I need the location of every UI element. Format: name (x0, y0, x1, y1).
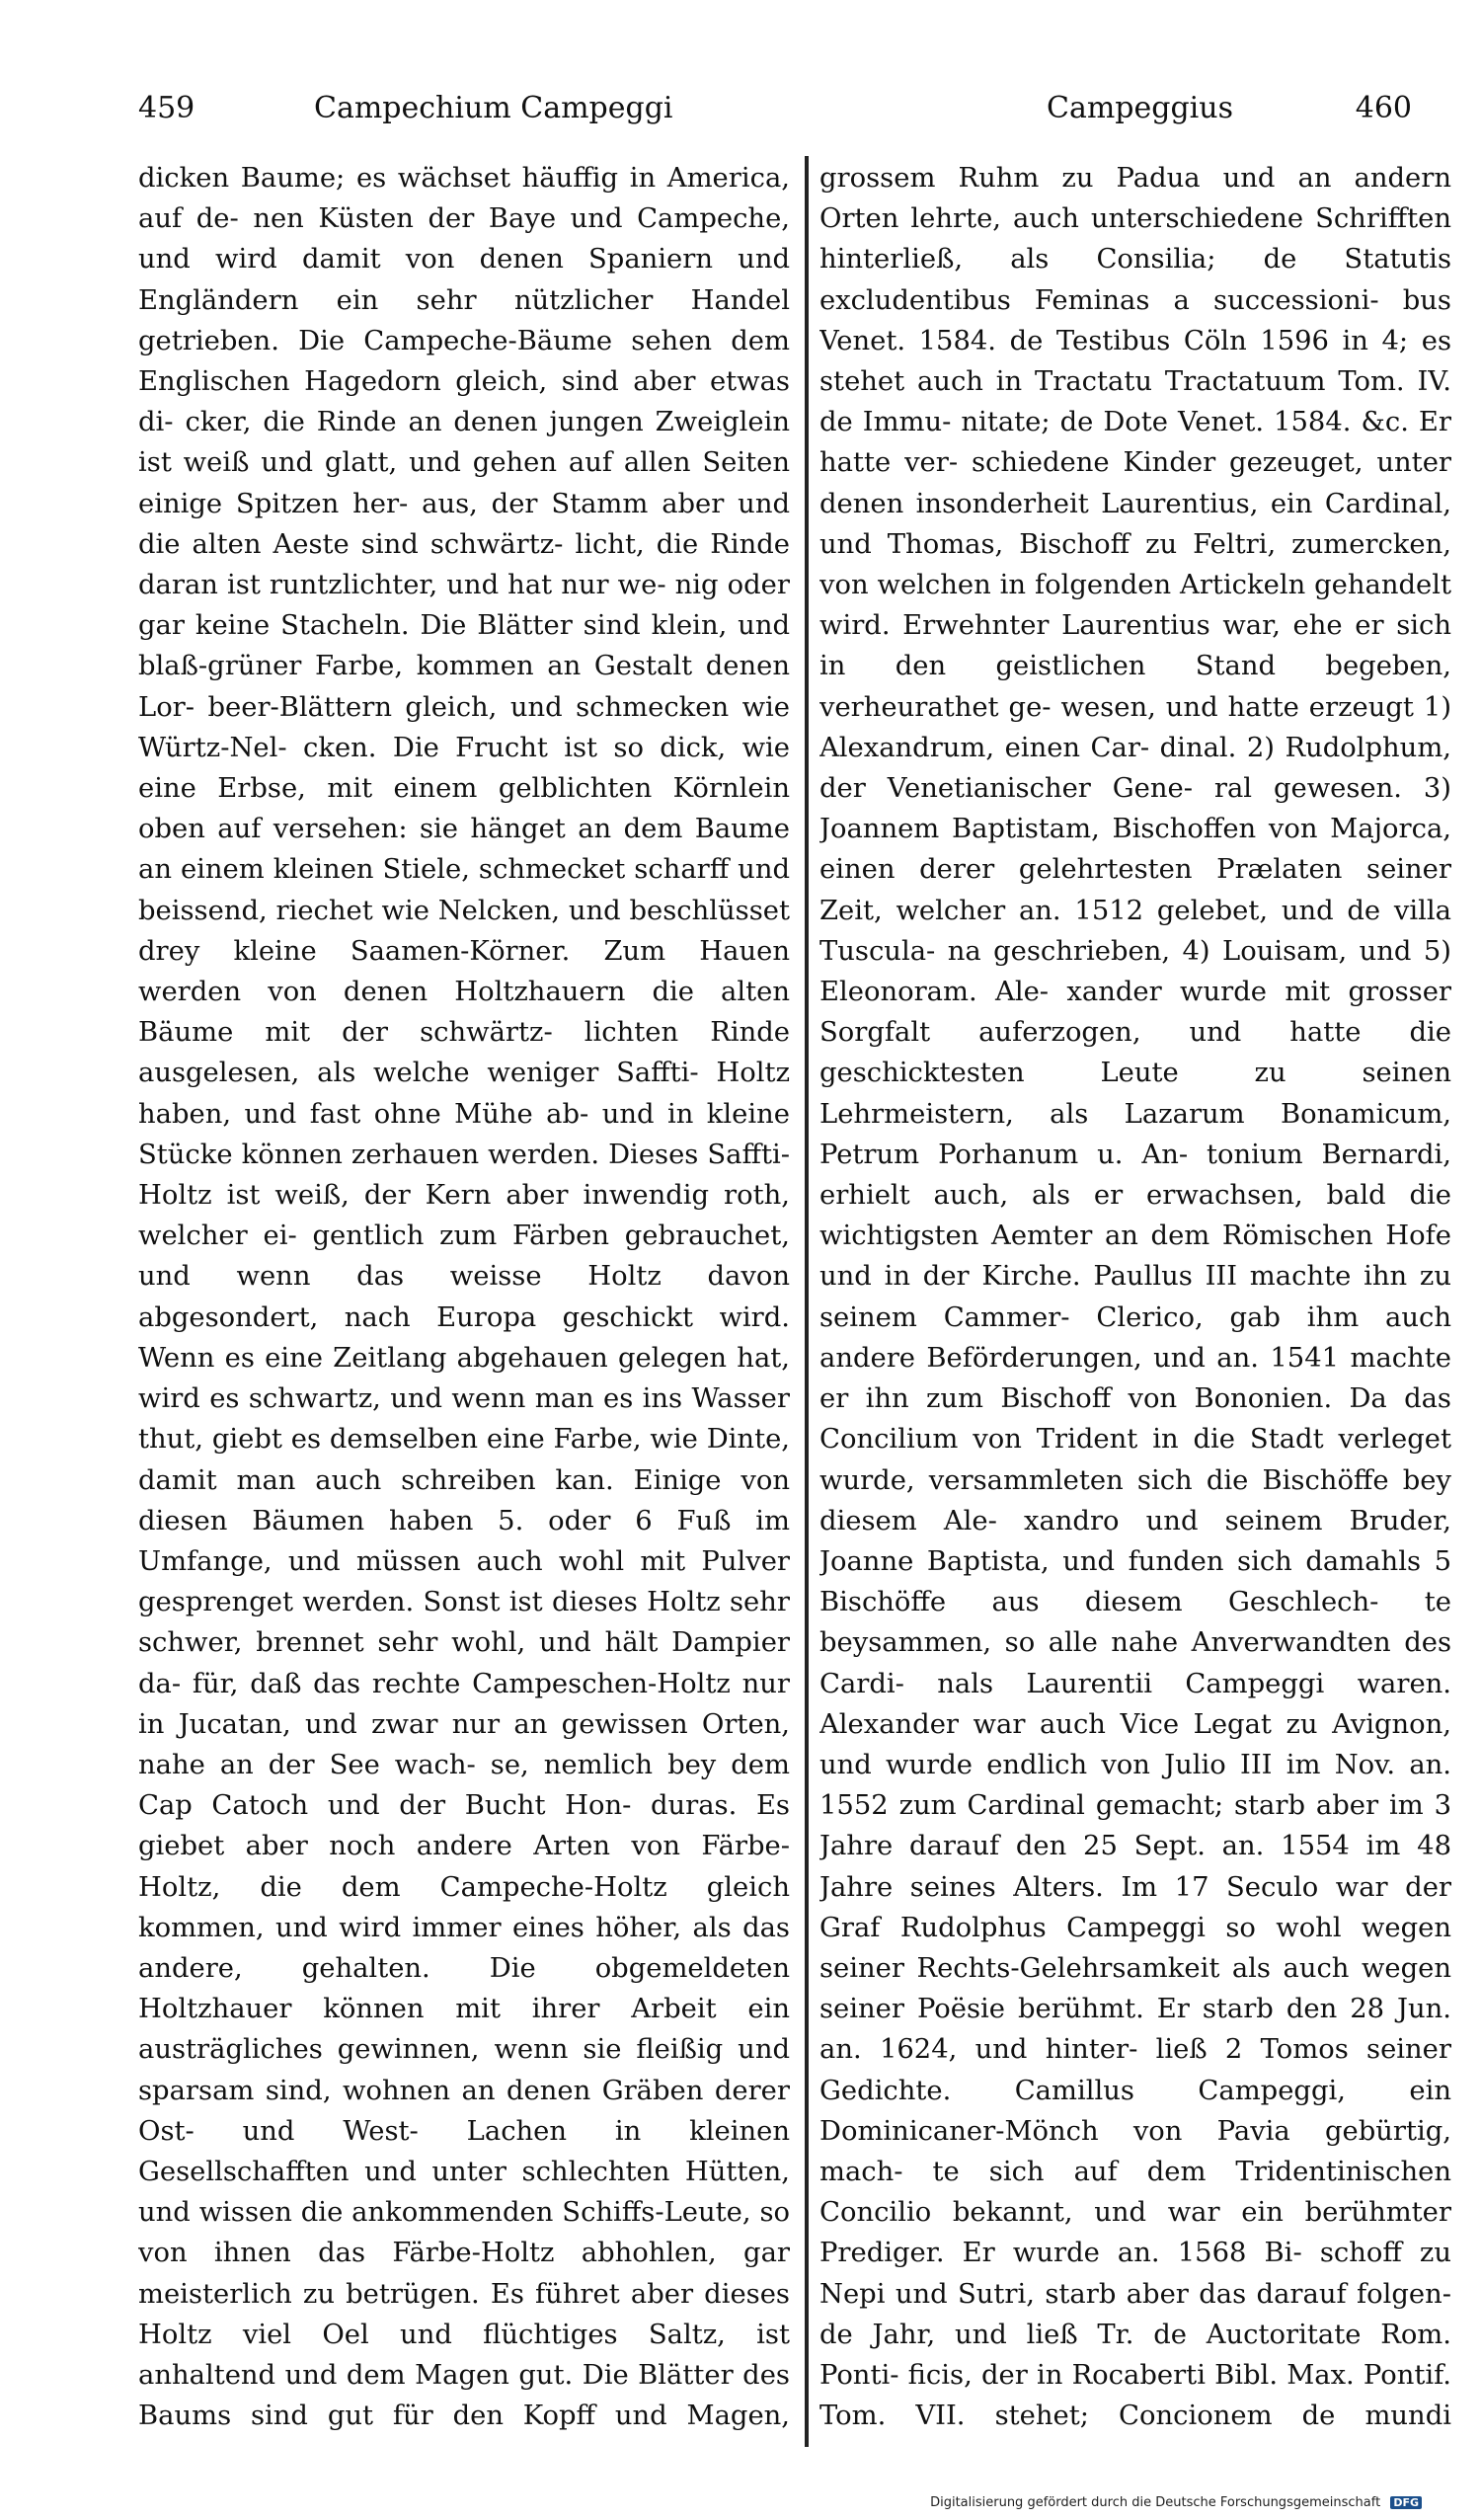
column-divider (805, 156, 809, 2447)
right-column (819, 158, 1451, 2439)
page-number-left: 459 (138, 91, 195, 125)
entry-campeggi-continued: grossem Ruhm zu Padua und an andern Orten lehrte, auch unterschiedene Schrifften hinterließ, als Consilia; de Statutis excludentibus Feminas a successioni- bus Venet. 1584. de Testibus Cöln 1596 in 4; es stehet auch in Tractatu Tractatuum Tom. IV. de Immu- nitate; de Dote Venet. 1584. &c. Er hatte ver- schiedene Kinder gezeuget, unter denen insonderheit Laurentius, ein Cardinal, und Thomas, Bischoff zu Feltri, zumercken, von welchen in folgenden Artickeln gehandelt wird. Erwehnter Laurentius war, ehe er sich in den geistlichen Stand begeben, verheurathet ge- wesen, und hatte erzeugt 1) Alexandrum, einen Car- dinal. 2) Rudolphum, der Venetianischer Gene- ral gewesen. 3) Joannem Baptistam, Bischoffen von Majorca, einen derer gelehrtesten Prælaten seiner Zeit, welcher an. 1512 gelebet, und de villa Tuscula- na geschrieben, 4) Louisam, und 5) Eleonoram. Ale- xander wurde mit grosser Sorgfalt auferzogen, und hatte die geschicktesten Leute zu seinen Lehrmeistern, als Lazarum Bonamicum, Petrum Porhanum u. An- tonium Bernardi, erhielt auch, als er erwachsen, bald die wichtigsten Aemter an dem Römischen Hofe und in der Kirche. Paullus III machte ihn zu seinem Cammer- Clerico, gab ihm auch andere Beförderungen, und an. 1541 machte er ihn zum Bischoff von Bononien. Da das Concilium von Trident in die Stadt verleget wurde, versammleten sich die Bischöffe bey diesem Ale- xandro und seinem Bruder, Joanne Baptista, und funden sich damahls 5 Bischöffe aus diesem Geschlech- te beysammen, so alle nahe Anverwandten des Cardi- nals Laurentii Campeggi waren. Alexander war auch Vice Legat zu Avignon, und wurde endlich von Julio III im Nov. an. 1552 zum Cardinal gemacht; starb aber im 3 Jahre darauf den 25 Sept. an. 1554 im 48 Jahre seines Alters. Im 17 Seculo war der Graf Rudolphus Campeggi so wohl wegen seiner Rechts-Gelehrsamkeit als auch wegen seiner Poësie berühmt. Er starb den 28 Jun. an. 1624, und hinter- ließ 2 Tomos seiner Gedichte. Camillus Campeggi, ein Dominicaner-Mönch von Pavia gebürtig, mach- te sich auf dem Tridentinischen Concilio bekannt, und war ein berühmter Prediger. Er wurde an. 1568 Bi- schoff zu Nepi und Sutri, starb aber das darauf folgen- de Jahr, und ließ Tr. de Auctoritate Rom. Ponti- ficis, der in Rocaberti Bibl. Max. Pontif. Tom. VII. stehet; Concionem de mundi (819, 163, 1451, 2432)
digitization-credit (930, 2495, 1422, 2510)
page-number-right: 460 (1355, 91, 1412, 125)
dfg-logo: DFG (1390, 2496, 1422, 2509)
headword-right: Campeggius (1047, 91, 1233, 125)
entry-campeche-text: dicken Baume; es wächset häuffig in America, auf de- nen Küsten der Baye und Campeche, und wird damit von denen Spaniern und Engländern ein sehr nützlicher Handel getrieben. Die Campeche-Bäume sehen dem Englischen Hagedorn gleich, sind aber etwas di- cker, die Rinde an denen jungen Zweiglein ist weiß und glatt, und gehen auf allen Seiten einige Spitzen her- aus, der Stamm aber und die alten Aeste sind schwärtz- licht, die Rinde daran ist runtzlichter, und hat nur we- nig oder gar keine Stacheln. Die Blätter sind klein, und blaß-grüner Farbe, kommen an Gestalt denen Lor- beer-Blättern gleich, und schmecken wie Würtz-Nel- cken. Die Frucht ist so dick, wie eine Erbse, mit einem gelblichten Körnlein oben auf versehen: sie hänget an dem Baume an einem kleinen Stiele, schmecket scharff und beissend, riechet wie Nelcken, und beschlüsset drey kleine Saamen-Körner. Zum Hauen werden von denen Holtzhauern die alten Bäume mit der schwärtz- lichten Rinde ausgelesen, als welche weniger Saffti- Holtz haben, und fast ohne Mühe ab- und in kleine Stücke können zerhauen werden. Dieses Saffti- Holtz ist weiß, der Kern aber inwendig roth, welcher ei- gentlich zum Färben gebrauchet, und wenn das weisse Holtz davon abgesondert, nach Europa geschickt wird. Wenn es eine Zeitlang abgehauen gelegen hat, wird es schwartz, und wenn man es ins Wasser thut, giebt es demselben eine Farbe, wie Dinte, damit man auch schreiben kan. Einige von diesen Bäumen haben 5. oder 6 Fuß im Umfange, und müssen auch wohl mit Pulver gesprenget werden. Sonst ist dieses Holtz sehr schwer, brennet sehr wohl, und hält Dampier da- für, daß das rechte Campeschen-Holtz nur in Jucatan, und zwar nur an gewissen Orten, nahe an der See wach- se, nemlich bey dem Cap Catoch und der Bucht Hon- duras. Es giebet aber noch andere Arten von Färbe- Holtz, die dem Campeche-Holtz gleich kommen, und wird immer eines höher, als das andere, gehalten. Die obgemeldeten Holtzhauer können mit ihrer Arbeit ein austrägliches gewinnen, wenn sie fleißig und sparsam sind, wohnen an denen Gräben derer Ost- und West- Lachen in kleinen Gesellschafften und unter schlechten Hütten, und wissen die ankommenden Schiffs-Leute, so von ihnen das Färbe-Holtz abhohlen, gar meisterlich zu betrügen. Es führet aber dieses Holtz viel Oel und flüchtiges Saltz, ist anhaltend und dem Magen gut. Die Blätter des Baums sind gut für den Kopff und Magen, (138, 163, 790, 2432)
left-column (138, 158, 790, 2439)
running-header (138, 91, 1412, 140)
headword-left: Campechium Campeggi (314, 91, 673, 125)
credit-text: Digitalisierung gefördert durch die Deutsche Forschungsgemeinschaft (930, 2495, 1381, 2510)
